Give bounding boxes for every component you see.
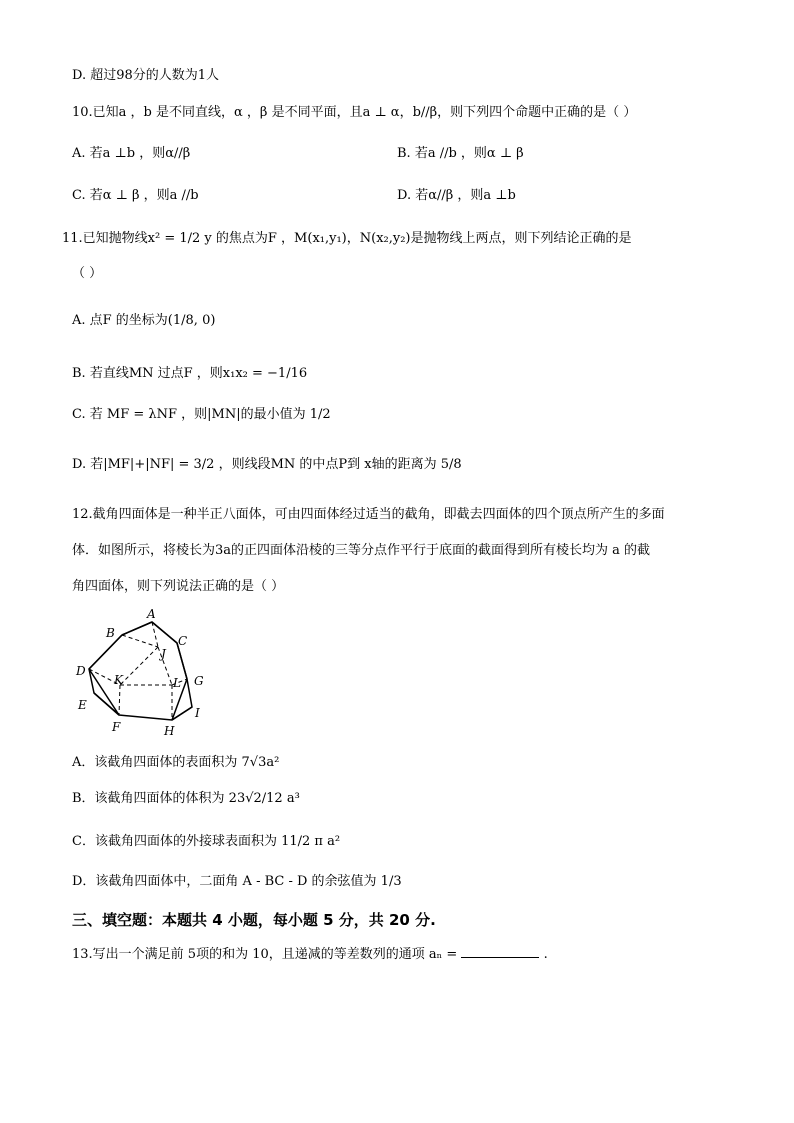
figure-label-i: I <box>195 706 200 720</box>
q9-option-d: D. 超过98分的人数为1人 <box>72 68 220 83</box>
q12-option-a: A．该截角四面体的表面积为 7√3a² <box>72 755 280 770</box>
figure-label-l: L <box>173 676 181 690</box>
q12-stem-line2: 体．如图所示，将棱长为3a的正四面体沿棱的三等分点作平行于底面的截面得到所有棱长均为 a 的截 <box>72 543 651 558</box>
q11-option-d: D. 若|MF|+|NF| = 3/2 ，则线段MN 的中点P到 x轴的距离为 5/8 <box>72 457 462 472</box>
q11-option-a: A. 点F 的坐标为(1/8, 0) <box>72 313 216 328</box>
q10-option-c: C. 若α ⊥ β ，则a //b <box>72 188 199 203</box>
q12-stem-line1: 12.截角四面体是一种半正八面体，可由四面体经过适当的截角，即截去四面体的四个顶点所产生的多面 <box>72 507 665 522</box>
q10-option-d: D. 若α//β ，则a ⊥b <box>397 188 516 203</box>
q11-option-b: B. 若直线MN 过点F ，则x₁x₂ = −1/16 <box>72 366 308 381</box>
q13-end: . <box>543 947 548 962</box>
section-3-heading: 三、填空题：本题共 4 小题，每小题 5 分，共 20 分. <box>72 911 436 929</box>
figure-label-d: D <box>76 664 86 678</box>
figure-label-c: C <box>178 634 188 648</box>
figure-label-k: K <box>114 673 123 687</box>
figure-label-e: E <box>78 698 87 712</box>
q12-option-d: D．该截角四面体中，二面角 A - BC - D 的余弦值为 1/3 <box>72 874 402 889</box>
q10-option-a: A. 若a ⊥b ，则α//β <box>72 146 191 161</box>
q13-line <box>72 945 548 965</box>
figure-label-j: J <box>161 647 166 661</box>
q11-stem-line2: （ ） <box>72 266 103 281</box>
q10-option-b: B. 若a //b ，则α ⊥ β <box>397 146 524 161</box>
q10-stem: 10.已知a ，b 是不同直线，α ，β 是不同平面，且a ⊥ α，b//β，则下列四个命题中正确的是（ ） <box>72 105 637 120</box>
q13-stem: 13.写出一个满足前 5项的和为 10，且递减的等差数列的通项 aₙ = <box>72 947 458 962</box>
q11-stem-line1: 11.已知抛物线x² = 1/2 y 的焦点为F ，M(x₁,y₁)，N(x₂,y₂)是抛物线上两点，则下列结论正确的是 <box>62 231 632 246</box>
figure-label-g: G <box>194 674 204 688</box>
figure-label-b: B <box>106 626 115 640</box>
truncated-tetrahedron-figure <box>72 605 222 740</box>
q11-option-c: C. 若 MF = λNF ，则|MN|的最小值为 1/2 <box>72 407 331 422</box>
figure-label-a: A <box>147 607 156 621</box>
figure-label-h: H <box>164 724 175 738</box>
q12-option-c: C．该截角四面体的外接球表面积为 11/2 π a² <box>72 834 341 849</box>
q12-stem-line3: 角四面体，则下列说法正确的是（ ） <box>72 579 285 594</box>
q12-option-b: B．该截角四面体的体积为 23√2/12 a³ <box>72 791 300 806</box>
q13-answer-blank <box>461 945 539 958</box>
figure-label-f: F <box>112 720 121 734</box>
